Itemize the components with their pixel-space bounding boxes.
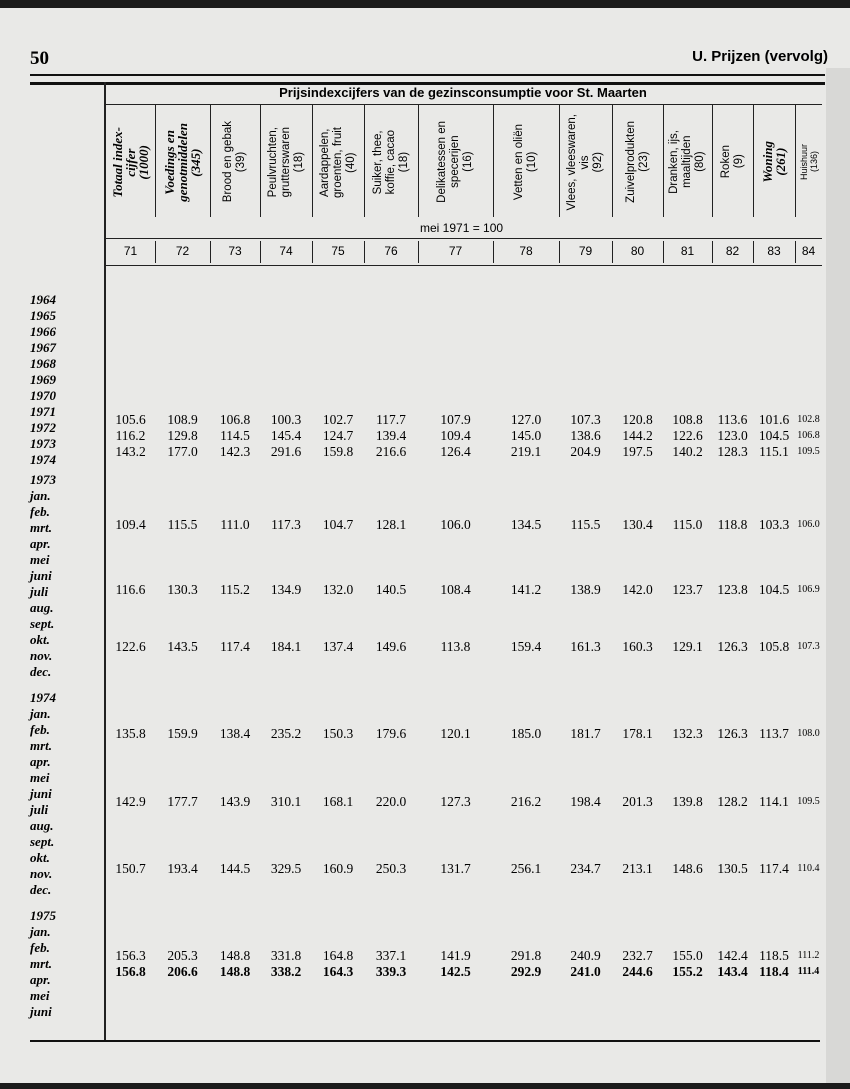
table-cell: 106.8	[797, 430, 820, 441]
column-header-label: Suiker, thee, koffie, cacao (18)	[371, 129, 410, 195]
table-cell: 134.5	[510, 517, 542, 532]
page-number: 50	[30, 48, 49, 69]
table-cell: 143.4	[717, 964, 748, 979]
table-cell: 122.6	[672, 428, 703, 443]
table-cell: 201.3	[622, 794, 653, 809]
column-header-label: Vlees, vleeswaren, vis (92)	[566, 113, 604, 211]
column-header	[559, 108, 612, 216]
table-cell: 148.8	[219, 964, 251, 979]
table-cell: 108.4	[440, 582, 471, 597]
row-label: aug.	[30, 818, 54, 833]
row-label: dec.	[30, 882, 52, 897]
table-cell: 185.0	[510, 726, 542, 741]
table-cell: 256.1	[510, 861, 542, 876]
table-cell: 331.8	[270, 948, 302, 963]
title-underline	[105, 104, 822, 105]
column-header	[795, 108, 822, 216]
table-cell: 111.2	[797, 950, 820, 961]
column-header-label: Zuivelprodukten (23)	[624, 121, 650, 203]
table-cell: 168.1	[322, 794, 354, 809]
column-number: 81	[680, 244, 695, 258]
table-cell: 109.4	[115, 517, 146, 532]
table-cell: 126.4	[440, 444, 471, 459]
table-cell: 145.0	[510, 428, 542, 443]
table-cell: 179.6	[375, 726, 407, 741]
table-cell: 234.7	[570, 861, 601, 876]
table-cell: 235.2	[270, 726, 302, 741]
column-header-label: Woning (261)	[760, 141, 788, 183]
row-label: jan.	[30, 706, 51, 721]
table-cell: 150.3	[322, 726, 354, 741]
table-cell: 102.8	[797, 414, 820, 425]
row-label: 1969	[30, 372, 56, 387]
table-cell: 184.1	[270, 639, 302, 654]
table-cell: 159.8	[322, 444, 354, 459]
row-label: okt.	[30, 850, 50, 865]
table-cell: 216.2	[510, 794, 542, 809]
row-label: 1974	[30, 452, 56, 467]
table-cell: 123.0	[717, 428, 748, 443]
table-cell: 338.2	[270, 964, 302, 979]
table-cell: 193.4	[167, 861, 198, 876]
table-title: Prijsindexcijfers van de gezinsconsumptie voor St. Maarten	[279, 85, 647, 100]
table-cell: 206.6	[167, 964, 198, 979]
table-cell: 116.2	[115, 428, 146, 443]
table-cell: 149.6	[375, 639, 407, 654]
row-label: okt.	[30, 632, 50, 647]
table-cell: 106.9	[797, 584, 820, 595]
row-label: 1970	[30, 388, 56, 403]
row-label: mei	[30, 552, 50, 567]
column-header-label: Dranken, ijs, maaltijden (80)	[668, 130, 706, 194]
column-header	[418, 108, 493, 216]
row-label: aug.	[30, 600, 54, 615]
table-cell: 139.4	[375, 428, 407, 443]
table-cell: 109.4	[440, 428, 471, 443]
table-cell: 129.1	[672, 639, 703, 654]
row-label: juni	[30, 568, 52, 583]
table-cell: 126.3	[717, 639, 748, 654]
table-cell: 109.5	[797, 446, 820, 457]
column-header-label: Aardappelen, groenten, fruit (40)	[318, 126, 357, 198]
column-number: 71	[123, 244, 138, 258]
table-cell: 156.3	[115, 948, 146, 963]
row-label: apr.	[30, 972, 51, 987]
table-cell: 100.3	[270, 412, 302, 427]
row-label: 1972	[30, 420, 56, 435]
row-label: 1968	[30, 356, 56, 371]
column-header	[312, 108, 364, 216]
table-cell: 138.4	[219, 726, 251, 741]
table-cell: 141.9	[440, 948, 471, 963]
table-cell: 181.7	[570, 726, 601, 741]
table-cell: 108.9	[167, 412, 198, 427]
table-cell: 164.3	[322, 964, 354, 979]
table-cell: 124.7	[322, 428, 354, 443]
column-number: 83	[767, 244, 781, 258]
table-cell: 144.5	[219, 861, 251, 876]
running-header: U. Prijzen (vervolg)	[692, 48, 828, 65]
row-label: 1975	[30, 908, 56, 923]
stub-divider	[104, 82, 106, 1040]
table-cell: 118.4	[759, 964, 789, 979]
table-cell: 155.2	[672, 964, 703, 979]
column-number: 77	[448, 244, 463, 258]
column-number: 75	[331, 244, 345, 258]
table-cell: 109.5	[797, 796, 820, 807]
row-label: mrt.	[30, 956, 53, 971]
table-cell: 104.5	[758, 428, 790, 443]
table-cell: 107.3	[570, 412, 601, 427]
header-bottom-line	[105, 265, 822, 266]
column-header-label: Peulvruchten, grutterswaren (18)	[266, 126, 305, 198]
column-number: 80	[630, 244, 645, 258]
top-rule	[30, 74, 825, 76]
table-cell: 197.5	[622, 444, 653, 459]
row-label: 1973	[30, 436, 56, 451]
table-cell: 129.8	[167, 428, 198, 443]
table-cell: 137.4	[322, 639, 354, 654]
table-cell: 110.4	[797, 863, 820, 874]
row-label: juli	[30, 584, 49, 599]
table-cell: 114.1	[759, 794, 789, 809]
table-cell: 117.4	[220, 639, 250, 654]
table-cell: 115.1	[759, 444, 789, 459]
table-cell: 118.5	[759, 948, 789, 963]
table-cell: 148.6	[672, 861, 703, 876]
row-label: 1965	[30, 308, 56, 323]
row-label: mei	[30, 770, 50, 785]
table-cell: 123.8	[717, 582, 748, 597]
table-cell: 205.3	[167, 948, 198, 963]
row-label: nov.	[30, 648, 53, 663]
column-header	[364, 108, 418, 216]
table-cell: 115.2	[220, 582, 250, 597]
column-number: 82	[725, 244, 740, 258]
table-cell: 105.6	[115, 412, 146, 427]
table-cell: 115.5	[570, 517, 601, 532]
table-cell: 104.5	[758, 582, 790, 597]
row-label: 1967	[30, 340, 56, 355]
table-cell: 105.8	[758, 639, 790, 654]
table-cell: 103.3	[758, 517, 790, 532]
table-cell: 241.0	[570, 964, 601, 979]
table-cell: 219.1	[510, 444, 542, 459]
column-header-label: Vetten en oliën (10)	[513, 123, 538, 201]
row-label: feb.	[30, 504, 50, 519]
table-cell: 159.4	[510, 639, 542, 654]
table-cell: 113.6	[717, 412, 748, 427]
table-cell: 143.9	[219, 794, 251, 809]
table-cell: 142.5	[440, 964, 471, 979]
table-cell: 128.1	[375, 517, 407, 532]
table-cell: 132.3	[672, 726, 703, 741]
table-cell: 329.5	[270, 861, 302, 876]
column-number: 73	[228, 244, 242, 258]
table-cell: 118.8	[717, 517, 748, 532]
table-cell: 143.5	[167, 639, 198, 654]
column-header	[106, 108, 155, 216]
table-cell: 115.0	[672, 517, 703, 532]
table-cell: 111.0	[220, 517, 250, 532]
row-label: juni	[30, 1004, 52, 1019]
row-label: 1973	[30, 472, 56, 487]
table-cell: 232.7	[622, 948, 653, 963]
row-label: 1964	[30, 292, 56, 307]
column-number: 84	[801, 244, 816, 258]
column-header-label: Voedings en genotmiddelen (345)	[162, 122, 203, 202]
bottom-rule	[30, 1040, 820, 1042]
table-cell: 115.5	[167, 517, 198, 532]
table-cell: 138.6	[570, 428, 601, 443]
table-cell: 102.7	[322, 412, 354, 427]
row-label: sept.	[30, 834, 55, 849]
table-cell: 156.8	[115, 964, 146, 979]
table-cell: 148.8	[219, 948, 251, 963]
table-cell: 250.3	[375, 861, 407, 876]
table-cell: 130.5	[717, 861, 748, 876]
table-cell: 142.0	[622, 582, 653, 597]
table-cell: 139.8	[672, 794, 703, 809]
next-page-edge	[826, 68, 850, 1083]
table-cell: 116.6	[115, 582, 146, 597]
base-label: mei 1971 = 100	[420, 221, 504, 235]
table-cell: 164.8	[322, 948, 354, 963]
table-cell: 130.3	[167, 582, 198, 597]
table-cell: 120.1	[440, 726, 471, 741]
table-cell: 122.6	[115, 639, 146, 654]
column-number: 78	[519, 244, 533, 258]
row-label: feb.	[30, 940, 50, 955]
table-cell: 140.5	[375, 582, 407, 597]
table-cell: 138.9	[570, 582, 601, 597]
table-cell: 120.8	[622, 412, 653, 427]
table-cell: 244.6	[622, 964, 653, 979]
row-label: mrt.	[30, 738, 53, 753]
table-cell: 108.0	[797, 728, 820, 739]
table-cell: 240.9	[570, 948, 601, 963]
table-cell: 177.7	[167, 794, 198, 809]
row-label: sept.	[30, 616, 55, 631]
table-cell: 127.0	[510, 412, 542, 427]
table-cell: 144.2	[622, 428, 653, 443]
base-underline	[105, 238, 822, 239]
column-header	[663, 108, 712, 216]
row-label: mei	[30, 988, 50, 1003]
table-cell: 292.9	[510, 964, 542, 979]
table-cell: 128.3	[717, 444, 748, 459]
row-label: apr.	[30, 536, 51, 551]
column-number: 79	[578, 244, 593, 258]
table-cell: 104.7	[322, 517, 354, 532]
table-cell: 117.4	[759, 861, 789, 876]
table-cell: 107.3	[797, 641, 820, 652]
table-cell: 337.1	[375, 948, 407, 963]
table-cell: 198.4	[570, 794, 601, 809]
table-cell: 126.3	[717, 726, 748, 741]
table-cell: 143.2	[115, 444, 146, 459]
column-header	[612, 108, 663, 216]
column-header-label: Huishuur (136)	[798, 143, 819, 181]
column-header-label: Totaal index- cijfer (1000)	[110, 126, 151, 198]
table-cell: 114.5	[220, 428, 250, 443]
row-label: 1966	[30, 324, 56, 339]
column-number: 72	[175, 244, 190, 258]
table-cell: 161.3	[570, 639, 601, 654]
row-label: jan.	[30, 488, 51, 503]
table-cell: 160.3	[622, 639, 653, 654]
table-cell: 291.8	[510, 948, 542, 963]
column-header-label: Roken (9)	[719, 145, 745, 179]
table-cell: 159.9	[167, 726, 198, 741]
table-cell: 106.8	[219, 412, 251, 427]
row-label: jan.	[30, 924, 51, 939]
table-cell: 150.7	[115, 861, 146, 876]
table-cell: 134.9	[270, 582, 302, 597]
table-cell: 123.7	[672, 582, 703, 597]
row-label: mrt.	[30, 520, 53, 535]
column-number: 74	[279, 244, 293, 258]
table-cell: 178.1	[622, 726, 653, 741]
table-cell: 107.9	[440, 412, 471, 427]
column-header	[712, 108, 753, 216]
table-cell: 135.8	[115, 726, 146, 741]
row-label: juni	[30, 786, 52, 801]
row-label: 1974	[30, 690, 56, 705]
table-cell: 213.1	[622, 861, 653, 876]
row-label: apr.	[30, 754, 51, 769]
table-cell: 106.0	[440, 517, 471, 532]
table-cell: 113.7	[759, 726, 789, 741]
table-cell: 339.3	[375, 964, 407, 979]
table-cell: 142.4	[717, 948, 748, 963]
table-cell: 131.7	[440, 861, 471, 876]
row-label: dec.	[30, 664, 52, 679]
table-cell: 108.8	[672, 412, 703, 427]
column-header	[210, 108, 260, 216]
document-page	[0, 8, 850, 1083]
table-cell: 140.2	[672, 444, 703, 459]
column-header-label: Delikatessen en specerijen (16)	[436, 121, 474, 203]
table-cell: 216.6	[375, 444, 407, 459]
table-cell: 142.9	[115, 794, 146, 809]
column-header	[155, 108, 210, 216]
row-label-group	[30, 472, 100, 680]
row-label-group	[30, 292, 100, 468]
table-cell: 155.0	[672, 948, 703, 963]
column-header	[753, 108, 795, 216]
table-cell: 127.3	[440, 794, 471, 809]
column-header	[493, 108, 559, 216]
table-cell: 141.2	[510, 582, 542, 597]
row-label: nov.	[30, 866, 53, 881]
table-cell: 106.0	[797, 519, 820, 530]
table-cell: 130.4	[622, 517, 653, 532]
table-cell: 204.9	[570, 444, 601, 459]
table-cell: 142.3	[219, 444, 251, 459]
table-cell: 128.2	[717, 794, 748, 809]
table-cell: 111.4	[797, 966, 820, 977]
table-cell: 117.7	[376, 412, 406, 427]
row-label: feb.	[30, 722, 50, 737]
table-cell: 291.6	[270, 444, 302, 459]
row-label-group	[30, 690, 100, 898]
row-label-group	[30, 908, 100, 1020]
column-number: 76	[384, 244, 398, 258]
table-cell: 310.1	[270, 794, 302, 809]
table-cell: 160.9	[322, 861, 354, 876]
row-label: juli	[30, 802, 49, 817]
row-label: 1971	[30, 404, 56, 419]
table-cell: 113.8	[440, 639, 471, 654]
table-cell: 145.4	[270, 428, 302, 443]
table-cell: 132.0	[322, 582, 354, 597]
table-cell: 220.0	[375, 794, 407, 809]
table-cell: 101.6	[758, 412, 790, 427]
table-cell: 177.0	[167, 444, 198, 459]
column-header-label: Brood en gebak (39)	[222, 121, 247, 203]
column-header	[260, 108, 312, 216]
table-cell: 117.3	[271, 517, 301, 532]
